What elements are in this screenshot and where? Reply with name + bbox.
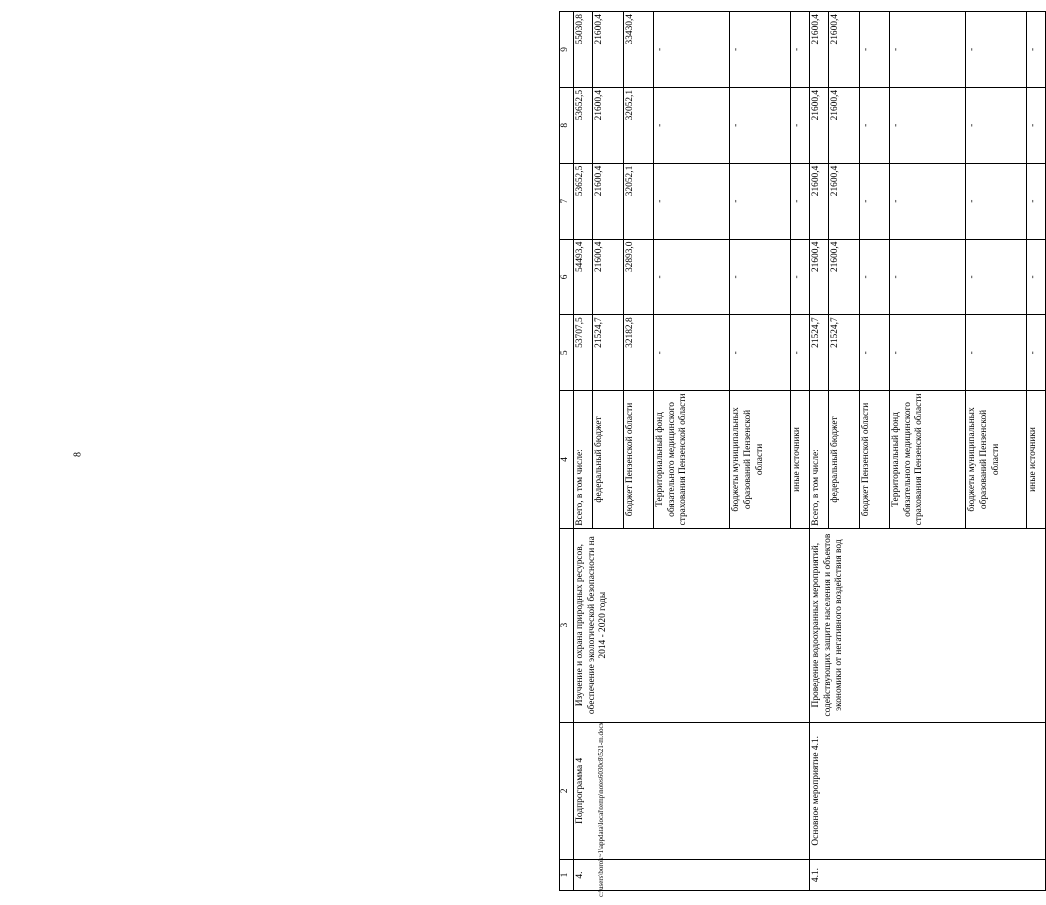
header-cell: 9	[560, 12, 574, 88]
value-cell: -	[890, 239, 966, 315]
value-cell: -	[654, 12, 730, 88]
funding-source: Территориальный фонд обязательного медицинского страхования Пензенской области	[890, 391, 966, 529]
value-cell: 54493,4	[573, 239, 592, 315]
value-cell: 32052,1	[623, 163, 654, 239]
header-cell: 8	[560, 87, 574, 163]
value-cell: -	[730, 87, 791, 163]
row-number: 4.	[573, 860, 809, 891]
funding-source: федеральный бюджет	[829, 391, 860, 529]
value-cell: -	[791, 239, 810, 315]
program-name: Подпрограмма 4	[573, 722, 809, 860]
value-cell: -	[1027, 163, 1046, 239]
value-cell: 21600,4	[809, 163, 828, 239]
value-cell: -	[730, 163, 791, 239]
header-cell: 6	[560, 239, 574, 315]
value-cell: -	[791, 87, 810, 163]
funding-source: бюджеты муниципальных образований Пензенской области	[730, 391, 791, 529]
value-cell: -	[1027, 87, 1046, 163]
value-cell: -	[890, 12, 966, 88]
value-cell: 55030,8	[573, 12, 592, 88]
value-cell: 53652,5	[573, 87, 592, 163]
funding-source: бюджет Пензенской области	[623, 391, 654, 529]
value-cell: 21524,7	[809, 315, 828, 391]
value-cell: -	[730, 12, 791, 88]
value-cell: 32182,8	[623, 315, 654, 391]
value-cell: -	[859, 12, 890, 88]
value-cell: 21600,4	[809, 239, 828, 315]
value-cell: 21524,7	[593, 315, 624, 391]
value-cell: -	[1027, 12, 1046, 88]
value-cell: 21600,4	[593, 12, 624, 88]
value-cell: 21600,4	[829, 12, 860, 88]
funding-source: иные источники	[791, 391, 810, 529]
row-number: 4.1.	[809, 860, 1045, 891]
value-cell: -	[966, 163, 1027, 239]
value-cell: -	[1027, 315, 1046, 391]
budget-table	[559, 11, 1046, 891]
program-description: Изучение и охрана природных ресурсов, обеспечение экологической безопасности на 2014 - 2020 годы	[573, 528, 809, 722]
value-cell: 21600,4	[829, 87, 860, 163]
budget-table-container	[559, 11, 1046, 891]
funding-source: бюджеты муниципальных образований Пензенской области	[966, 391, 1027, 529]
funding-source: Территориальный фонд обязательного медицинского страхования Пензенской области	[654, 391, 730, 529]
header-cell: 5	[560, 315, 574, 391]
value-cell: -	[966, 87, 1027, 163]
value-cell: 21600,4	[809, 87, 828, 163]
value-cell: -	[654, 239, 730, 315]
header-cell: 2	[560, 722, 574, 860]
value-cell: 21600,4	[829, 163, 860, 239]
value-cell: -	[791, 315, 810, 391]
value-cell: 21524,7	[829, 315, 860, 391]
funding-source: иные источники	[1027, 391, 1046, 529]
value-cell: -	[654, 87, 730, 163]
header-cell: 7	[560, 163, 574, 239]
value-cell: 21600,4	[593, 87, 624, 163]
value-cell: -	[859, 239, 890, 315]
value-cell: -	[654, 163, 730, 239]
value-cell: -	[966, 12, 1027, 88]
value-cell: 32052,1	[623, 87, 654, 163]
value-cell: -	[791, 163, 810, 239]
funding-source: Всего, в том числе:	[809, 391, 828, 529]
value-cell: -	[966, 239, 1027, 315]
value-cell: 53707,5	[573, 315, 592, 391]
table-row	[809, 12, 828, 891]
funding-source: Всего, в том числе:	[573, 391, 592, 529]
value-cell: -	[791, 12, 810, 88]
value-cell: -	[966, 315, 1027, 391]
funding-source: бюджет Пензенской области	[859, 391, 890, 529]
header-cell: 1	[560, 860, 574, 891]
program-description: Проведение водоохранных мероприятий, содействующих защите населения и объектов экономики от негативного воздействия вод	[809, 528, 1045, 722]
footer-file-path: c:\users\borok~1\appdata\local\temp\notes6030c8\521-m.docx	[597, 721, 605, 897]
value-cell: 33430,4	[623, 12, 654, 88]
value-cell: -	[654, 315, 730, 391]
value-cell: 53652,5	[573, 163, 592, 239]
value-cell: -	[1027, 239, 1046, 315]
header-row	[560, 12, 574, 891]
value-cell: 21600,4	[593, 163, 624, 239]
value-cell: -	[859, 87, 890, 163]
value-cell: -	[890, 315, 966, 391]
program-name: Основное мероприятие 4.1.	[809, 722, 1045, 860]
value-cell: -	[859, 163, 890, 239]
table-row	[573, 12, 592, 891]
value-cell: -	[890, 87, 966, 163]
header-cell: 4	[560, 391, 574, 529]
value-cell: -	[730, 239, 791, 315]
value-cell: 32893,0	[623, 239, 654, 315]
value-cell: -	[890, 163, 966, 239]
value-cell: 21600,4	[809, 12, 828, 88]
header-cell: 3	[560, 528, 574, 722]
page-number: 8	[72, 452, 84, 457]
funding-source: федеральный бюджет	[593, 391, 624, 529]
value-cell: 21600,4	[829, 239, 860, 315]
value-cell: 21600,4	[593, 239, 624, 315]
value-cell: -	[859, 315, 890, 391]
value-cell: -	[730, 315, 791, 391]
